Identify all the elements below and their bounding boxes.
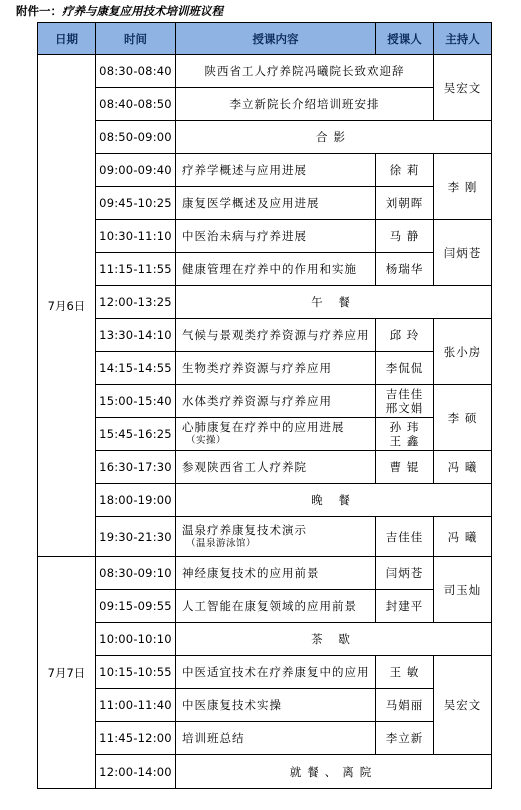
time-cell: 10:30-11:10	[96, 220, 176, 253]
table-row	[38, 88, 492, 121]
lecturer-cell: 王 敏	[376, 656, 434, 689]
content-cell	[176, 418, 376, 451]
content-cell: 参观陕西省工人疗养院	[176, 451, 376, 484]
content-note: （温泉游泳馆）	[186, 537, 257, 549]
time-cell: 08:30-09:10	[96, 557, 176, 590]
lecturer-cell: 吉佳佳	[376, 517, 434, 557]
time-cell: 09:15-09:55	[96, 590, 176, 623]
lecturer-cell: 曹 锟	[376, 451, 434, 484]
lecturer-cell: 马娟丽	[376, 689, 434, 722]
lecturer-cell: 封建平	[376, 590, 434, 623]
lecturer-name: 吉佳佳	[385, 387, 424, 401]
table-row	[38, 121, 492, 154]
content-cell: 李立新院长介绍培训班安排	[176, 88, 434, 121]
host-cell: 张小房	[434, 319, 492, 385]
table-row	[38, 385, 492, 418]
table-row	[38, 319, 492, 352]
lecturer-cell: 徐 莉	[376, 154, 434, 187]
content-cell: 陕西省工人疗养院冯曦院长致欢迎辞	[176, 55, 434, 88]
content-cell: 气候与景观类疗养资源与疗养应用	[176, 319, 376, 352]
content-cell: 晚 餐	[176, 484, 492, 517]
content-cell: 生物类疗养资源与疗养应用	[176, 352, 376, 385]
lecturer-name: 邢文娟	[385, 401, 424, 415]
host-cell: 闫炳苍	[434, 220, 492, 286]
lecturer-cell: 李侃侃	[376, 352, 434, 385]
col-header-time: 时间	[96, 23, 176, 55]
lecturer-cell: 杨瑞华	[376, 253, 434, 286]
heading-prefix: 附件一：	[16, 4, 62, 18]
lecturer-cell: 马 静	[376, 220, 434, 253]
col-header-date: 日期	[38, 23, 96, 55]
table-row	[38, 590, 492, 623]
time-cell: 08:40-08:50	[96, 88, 176, 121]
content-text: 温泉疗养康复技术演示	[182, 522, 307, 537]
content-cell	[176, 517, 376, 557]
table-row	[38, 154, 492, 187]
time-cell: 10:15-10:55	[96, 656, 176, 689]
col-header-lecturer: 授课人	[376, 23, 434, 55]
table-row	[38, 220, 492, 253]
content-cell: 疗养学概述与应用进展	[176, 154, 376, 187]
lecturer-cell	[376, 385, 434, 418]
lecturer-cell	[376, 418, 434, 451]
host-cell: 吴宏文	[434, 656, 492, 755]
time-cell: 11:45-12:00	[96, 722, 176, 755]
table-row	[38, 484, 492, 517]
time-cell: 09:00-09:40	[96, 154, 176, 187]
table-row	[38, 451, 492, 484]
content-cell: 合影	[176, 121, 492, 154]
time-cell: 08:50-09:00	[96, 121, 176, 154]
table-row	[38, 286, 492, 319]
content-cell: 中医康复技术实操	[176, 689, 376, 722]
table-row	[38, 722, 492, 755]
time-cell: 13:30-14:10	[96, 319, 176, 352]
host-cell: 冯 曦	[434, 451, 492, 484]
content-text: 心肺康复在疗养中的应用进展	[182, 420, 345, 434]
table-row	[38, 352, 492, 385]
content-note: （实操）	[186, 435, 227, 446]
host-cell: 司玉灿	[434, 557, 492, 623]
time-cell: 15:00-15:40	[96, 385, 176, 418]
table-row	[38, 418, 492, 451]
date-cell: 7月6日	[38, 55, 96, 557]
content-cell: 就餐、离院	[176, 755, 492, 789]
table-row	[38, 656, 492, 689]
schedule-table	[37, 22, 492, 789]
content-cell: 水体类疗养资源与疗养应用	[176, 385, 376, 418]
time-cell: 09:45-10:25	[96, 187, 176, 220]
content-cell: 神经康复技术的应用前景	[176, 557, 376, 590]
content-cell: 人工智能在康复领域的应用前景	[176, 590, 376, 623]
content-cell: 午 餐	[176, 286, 492, 319]
content-cell: 中医适宜技术在疗养康复中的应用	[176, 656, 376, 689]
time-cell: 12:00-14:00	[96, 755, 176, 789]
document-heading	[16, 2, 223, 20]
content-cell: 中医治未病与疗养进展	[176, 220, 376, 253]
lecturer-cell: 闫炳苍	[376, 557, 434, 590]
host-cell: 冯 曦	[434, 517, 492, 557]
content-cell: 康复医学概述及应用进展	[176, 187, 376, 220]
host-cell: 李 刚	[434, 154, 492, 220]
table-row	[38, 623, 492, 656]
time-cell: 12:00-13:25	[96, 286, 176, 319]
time-cell: 11:15-11:55	[96, 253, 176, 286]
time-cell: 16:30-17:30	[96, 451, 176, 484]
lecturer-cell: 邱 玲	[376, 319, 434, 352]
table-row	[38, 253, 492, 286]
table-row	[38, 517, 492, 557]
header-row	[38, 23, 492, 55]
time-cell: 10:00-10:10	[96, 623, 176, 656]
lecturer-name: 王 鑫	[389, 434, 420, 448]
lecturer-cell: 李立新	[376, 722, 434, 755]
time-cell: 18:00-19:00	[96, 484, 176, 517]
time-cell: 19:30-21:30	[96, 517, 176, 557]
lecturer-name: 孙 玮	[389, 420, 420, 434]
time-cell: 14:15-14:55	[96, 352, 176, 385]
content-cell: 茶 歇	[176, 623, 492, 656]
date-cell: 7月7日	[38, 557, 96, 789]
content-cell: 健康管理在疗养中的作用和实施	[176, 253, 376, 286]
content-cell: 培训班总结	[176, 722, 376, 755]
time-cell: 08:30-08:40	[96, 55, 176, 88]
table-row	[38, 755, 492, 789]
host-cell: 吴宏文	[434, 55, 492, 121]
table-row	[38, 557, 492, 590]
table-row	[38, 187, 492, 220]
lecturer-cell: 刘朝晖	[376, 187, 434, 220]
table-row	[38, 689, 492, 722]
table-row	[38, 55, 492, 88]
time-cell: 11:00-11:40	[96, 689, 176, 722]
col-header-host: 主持人	[434, 23, 492, 55]
host-cell: 李 硕	[434, 385, 492, 451]
heading-title: 疗养与康复应用技术培训班议程	[62, 4, 223, 18]
col-header-content: 授课内容	[176, 23, 376, 55]
time-cell: 15:45-16:25	[96, 418, 176, 451]
